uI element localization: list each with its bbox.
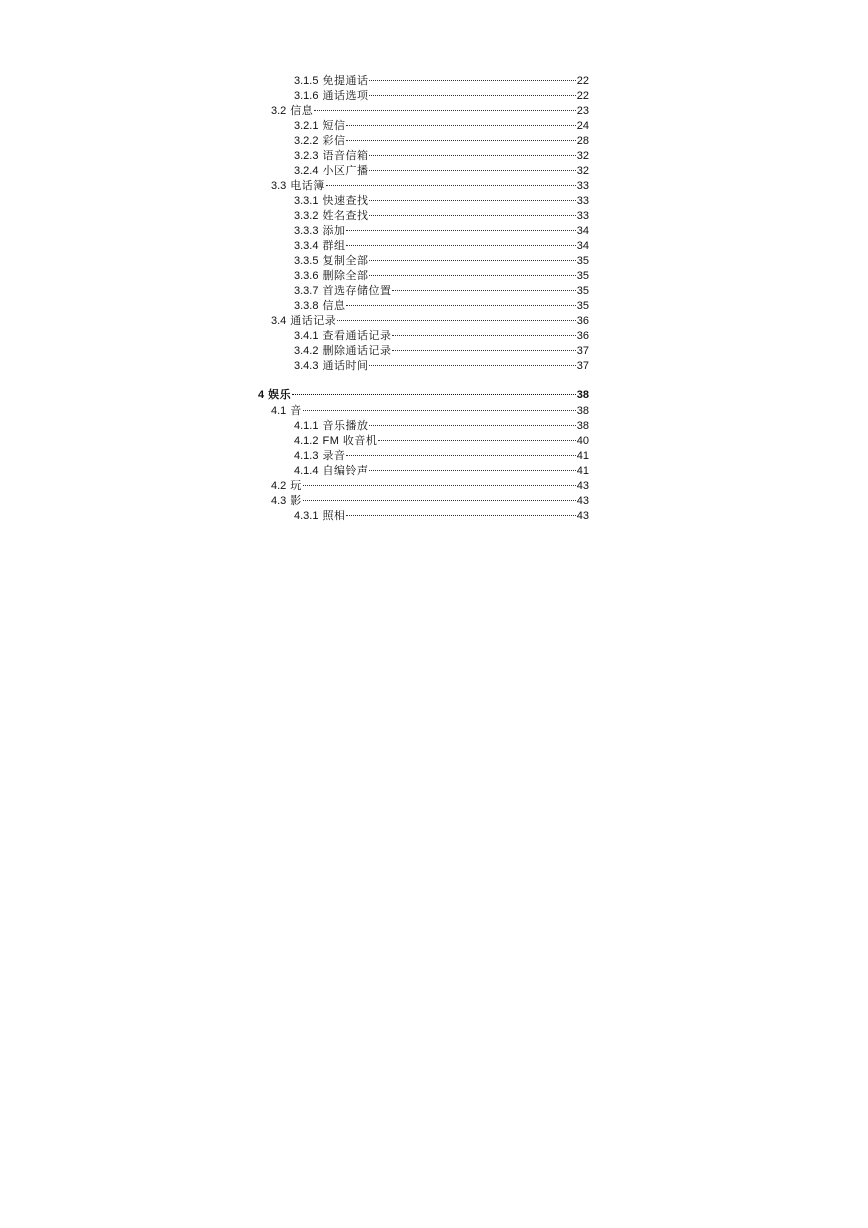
dot-leader	[346, 230, 575, 231]
toc-entry-number: 4.1.4	[294, 465, 319, 477]
toc-entry-title: 彩信	[322, 135, 346, 147]
toc-entry-number: 3.4.3	[294, 360, 319, 372]
dot-leader	[369, 170, 575, 171]
toc-entry[interactable]	[294, 344, 589, 359]
toc-entry-number: 4.1.3	[294, 450, 319, 462]
toc-entry-number: 4.3	[271, 495, 287, 507]
toc-entry-page: 36	[576, 330, 589, 342]
toc-entry[interactable]	[294, 509, 589, 524]
toc-entry[interactable]	[294, 89, 589, 104]
toc-entry[interactable]	[258, 388, 589, 403]
toc-entry-page: 34	[576, 240, 589, 252]
toc-entry-page: 41	[576, 450, 589, 462]
dot-leader	[314, 110, 575, 111]
toc-entry-title: 电话簿	[290, 180, 325, 192]
dot-leader	[303, 485, 576, 486]
toc-entry-page: 38	[576, 389, 589, 401]
toc-entry-title: 通话选项	[322, 90, 369, 102]
toc-entry-page: 35	[576, 270, 589, 282]
toc-entry-number: 3.3.8	[294, 300, 319, 312]
toc-entry-page: 37	[576, 360, 589, 372]
toc-entry-number: 3.3.6	[294, 270, 319, 282]
toc-entry-page: 33	[576, 195, 589, 207]
toc-entry[interactable]	[271, 404, 589, 419]
toc-entry-title: 音	[290, 405, 302, 417]
toc-entry[interactable]	[294, 299, 589, 314]
dot-leader	[346, 140, 575, 141]
toc-entry-title: 添加	[322, 225, 346, 237]
toc-entry-title: 录音	[322, 450, 346, 462]
dot-leader	[326, 185, 576, 186]
toc-entry-number: 3.4	[271, 315, 287, 327]
toc-entry-title: 娱乐	[268, 389, 292, 401]
toc-entry-title: 快速查找	[322, 195, 369, 207]
toc-entry-number: 3.1.5	[294, 75, 319, 87]
toc-entry-page: 38	[576, 405, 589, 417]
dot-leader	[303, 410, 576, 411]
dot-leader	[369, 260, 575, 261]
toc-entry[interactable]	[294, 449, 589, 464]
toc-entry-page: 34	[576, 225, 589, 237]
dot-leader	[369, 470, 575, 471]
toc-entry-page: 36	[576, 315, 589, 327]
toc-entry-number: 3.2.3	[294, 150, 319, 162]
toc-entry-title: 复制全部	[322, 255, 369, 267]
dot-leader	[346, 305, 575, 306]
toc-entry-title: 查看通话记录	[322, 330, 392, 342]
toc-entry[interactable]	[294, 119, 589, 134]
toc-entry-number: 4.1.1	[294, 420, 319, 432]
toc-entry-number: 3.3.1	[294, 195, 319, 207]
toc-entry[interactable]	[271, 494, 589, 509]
toc-entry-number: 4.3.1	[294, 510, 319, 522]
toc-entry[interactable]	[294, 434, 589, 449]
dot-leader	[369, 200, 575, 201]
toc-entry-number: 4.1.2	[294, 435, 319, 447]
toc-entry-page: 40	[576, 435, 589, 447]
toc-entry[interactable]	[294, 149, 589, 164]
toc-entry-title: 自编铃声	[322, 465, 369, 477]
toc-entry[interactable]	[271, 479, 589, 494]
dot-leader	[392, 290, 575, 291]
toc-entry[interactable]	[294, 269, 589, 284]
dot-leader	[292, 394, 576, 395]
toc-entry-page: 37	[576, 345, 589, 357]
toc-entry-page: 22	[576, 90, 589, 102]
dot-leader	[369, 80, 575, 81]
dot-leader	[303, 500, 576, 501]
toc-entry-title: 玩	[290, 480, 302, 492]
toc-entry[interactable]	[294, 164, 589, 179]
toc-entry-page: 35	[576, 285, 589, 297]
toc-entry-title: 群组	[322, 240, 346, 252]
toc-entry-page: 32	[576, 165, 589, 177]
toc-entry[interactable]	[294, 284, 589, 299]
toc-entry[interactable]	[294, 419, 589, 434]
toc-entry-title: 姓名查找	[322, 210, 369, 222]
toc-entry-number: 3.3.4	[294, 240, 319, 252]
toc-entry-number: 3.1.6	[294, 90, 319, 102]
toc-entry-number: 3.2.2	[294, 135, 319, 147]
toc-entry-title: 音乐播放	[322, 420, 369, 432]
dot-leader	[369, 155, 575, 156]
toc-entry-title: 信息	[290, 105, 314, 117]
toc-entry-number: 3.3	[271, 180, 287, 192]
toc-entry[interactable]	[294, 224, 589, 239]
toc-entry-title: 影	[290, 495, 302, 507]
dot-leader	[392, 335, 575, 336]
toc-entry[interactable]	[294, 329, 589, 344]
toc-entry-page: 43	[576, 510, 589, 522]
toc-entry-title: 免提通话	[322, 75, 369, 87]
toc-entry[interactable]	[271, 314, 589, 329]
toc-entry-title: 首选存储位置	[322, 285, 392, 297]
toc-entry-page: 23	[576, 105, 589, 117]
toc-entry-number: 3.2.4	[294, 165, 319, 177]
toc-entry-number: 3.3.3	[294, 225, 319, 237]
toc-entry-title: 短信	[322, 120, 346, 132]
toc-entry[interactable]	[294, 254, 589, 269]
dot-leader	[392, 350, 575, 351]
toc-entry-number: 3.2	[271, 105, 287, 117]
toc-entry[interactable]	[271, 179, 589, 194]
toc-entry-page: 38	[576, 420, 589, 432]
toc-entry[interactable]	[294, 134, 589, 149]
toc-entry-number: 3.3.7	[294, 285, 319, 297]
toc-entry-number: 3.4.2	[294, 345, 319, 357]
toc-entry-number: 4	[258, 389, 265, 401]
toc-entry-page: 24	[576, 120, 589, 132]
toc-entry[interactable]	[294, 194, 589, 209]
dot-leader	[369, 215, 575, 216]
toc-entry-number: 4.1	[271, 405, 287, 417]
toc-entry-title: 照相	[322, 510, 346, 522]
toc-entry-number: 4.2	[271, 480, 287, 492]
toc-entry-title: FM 收音机	[322, 435, 378, 447]
dot-leader	[369, 365, 575, 366]
toc-entry-title: 信息	[322, 300, 346, 312]
toc-entry-title: 通话时间	[322, 360, 369, 372]
toc-entry[interactable]	[271, 104, 589, 119]
toc-entry-page: 35	[576, 300, 589, 312]
toc-entry[interactable]	[294, 239, 589, 254]
toc-entry-number: 3.3.2	[294, 210, 319, 222]
toc-entry-page: 32	[576, 150, 589, 162]
toc-entry-page: 41	[576, 465, 589, 477]
toc-entry[interactable]	[294, 209, 589, 224]
dot-leader	[346, 455, 575, 456]
dot-leader	[346, 245, 575, 246]
toc-entry-page: 35	[576, 255, 589, 267]
dot-leader	[346, 125, 575, 126]
toc-entry-page: 28	[576, 135, 589, 147]
toc-entry-title: 语音信箱	[322, 150, 369, 162]
dot-leader	[346, 515, 575, 516]
toc-entry-title: 通话记录	[290, 315, 337, 327]
toc-entry-number: 3.4.1	[294, 330, 319, 342]
toc-entry-page: 43	[576, 495, 589, 507]
toc-entry[interactable]	[294, 359, 589, 374]
dot-leader	[369, 275, 575, 276]
toc-entry-title: 小区广播	[322, 165, 369, 177]
dot-leader	[369, 425, 575, 426]
toc-entry-title: 删除通话记录	[322, 345, 392, 357]
toc-entry-page: 33	[576, 210, 589, 222]
toc-entry-page: 43	[576, 480, 589, 492]
toc-entry-number: 3.3.5	[294, 255, 319, 267]
toc-entry[interactable]	[294, 464, 589, 479]
toc-entry-number: 3.2.1	[294, 120, 319, 132]
dot-leader	[337, 320, 575, 321]
toc-entry-title: 删除全部	[322, 270, 369, 282]
dot-leader	[369, 95, 575, 96]
toc-entry-page: 33	[576, 180, 589, 192]
toc-entry-page: 22	[576, 75, 589, 87]
toc-entry[interactable]	[294, 74, 589, 89]
dot-leader	[378, 440, 575, 441]
